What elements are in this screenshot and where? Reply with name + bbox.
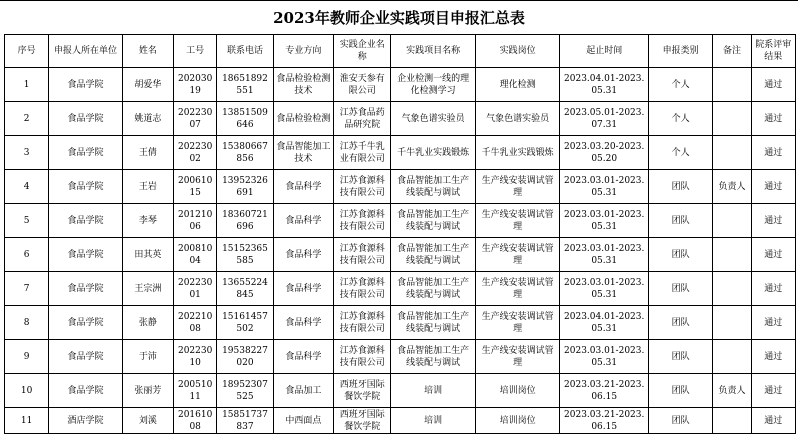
table-cell[interactable]: 食品科学 <box>273 340 333 374</box>
sheet-title: 2023年教师企业实践项目申报汇总表 <box>0 0 798 34</box>
table-cell[interactable]: 食品智能加工生产线装配与调试 <box>391 340 476 374</box>
column-header[interactable]: 联系电话 <box>217 35 273 68</box>
column-header[interactable]: 申报类别 <box>648 35 712 68</box>
table-cell[interactable]: 3 <box>5 136 49 170</box>
table-cell[interactable]: 西班牙国际餐饮学院 <box>334 408 391 434</box>
table-cell[interactable]: 个人 <box>648 102 712 136</box>
table-cell[interactable]: 食品学院 <box>49 170 122 204</box>
table-cell[interactable]: 20121006 <box>174 204 217 238</box>
table-cell[interactable]: 食品加工 <box>273 374 333 408</box>
table-cell[interactable]: 20223010 <box>174 340 217 374</box>
table-cell[interactable]: 15161457502 <box>217 306 273 340</box>
table-cell[interactable]: 食品智能加工技术 <box>273 136 333 170</box>
table-cell[interactable]: 中西面点 <box>273 408 333 434</box>
table-cell[interactable]: 通过 <box>751 374 795 408</box>
table-cell[interactable]: 食品学院 <box>49 204 122 238</box>
table-cell[interactable]: 10 <box>5 374 49 408</box>
header-row <box>5 35 796 68</box>
table-cell[interactable]: 13655224845 <box>217 272 273 306</box>
column-header[interactable]: 工号 <box>174 35 217 68</box>
table-cell[interactable]: 2023.04.01-2023.05.31 <box>560 306 649 340</box>
table-cell[interactable]: 通过 <box>751 340 795 374</box>
table-cell[interactable]: 食品科学 <box>273 306 333 340</box>
table-cell[interactable]: 酒店学院 <box>49 408 122 434</box>
table-cell[interactable]: 王岩 <box>122 170 173 204</box>
table-cell[interactable]: 生产线安装调试管理 <box>475 272 560 306</box>
table-cell[interactable]: 通过 <box>751 238 795 272</box>
table-cell[interactable]: 培训 <box>391 374 476 408</box>
table-cell[interactable] <box>713 102 751 136</box>
table-cell[interactable] <box>713 238 751 272</box>
table-row <box>5 272 796 306</box>
table-cell[interactable]: 食品学院 <box>49 102 122 136</box>
table-cell[interactable]: 姚道志 <box>122 102 173 136</box>
table-cell[interactable]: 淮安天参有限公司 <box>334 68 391 102</box>
table-cell[interactable]: 培训岗位 <box>475 374 560 408</box>
table-cell[interactable]: 食品智能加工生产线装配与调试 <box>391 306 476 340</box>
table-cell[interactable]: 2023.05.01-2023.07.31 <box>560 102 649 136</box>
column-header[interactable]: 实践项目名称 <box>391 35 476 68</box>
table-cell[interactable]: 气象色谱实验员 <box>475 102 560 136</box>
table-cell[interactable] <box>713 68 751 102</box>
table-cell[interactable]: 田其英 <box>122 238 173 272</box>
table-cell[interactable] <box>713 408 751 434</box>
table-row <box>5 102 796 136</box>
table-cell[interactable]: 15380667856 <box>217 136 273 170</box>
table-cell[interactable]: 食品学院 <box>49 272 122 306</box>
table-cell[interactable]: 食品智能加工生产线装配与调试 <box>391 272 476 306</box>
table-cell[interactable]: 食品学院 <box>49 306 122 340</box>
table-row <box>5 306 796 340</box>
column-header[interactable]: 备注 <box>713 35 751 68</box>
table-cell[interactable]: 通过 <box>751 272 795 306</box>
table-cell[interactable]: 培训岗位 <box>475 408 560 434</box>
table-cell[interactable] <box>713 204 751 238</box>
table-cell[interactable] <box>713 272 751 306</box>
table-cell[interactable]: 2 <box>5 102 49 136</box>
table-cell[interactable]: 江苏食源科技有限公司 <box>334 170 391 204</box>
table-cell[interactable]: 团队 <box>648 340 712 374</box>
table-cell[interactable]: 食品科学 <box>273 204 333 238</box>
column-header[interactable]: 申报人所在单位 <box>49 35 122 68</box>
column-header[interactable]: 实践企业名称 <box>334 35 391 68</box>
table-cell[interactable]: 团队 <box>648 204 712 238</box>
table-cell[interactable]: 企业检测一线的理化检测学习 <box>391 68 476 102</box>
table-cell[interactable]: 2023.03.01-2023.05.31 <box>560 170 649 204</box>
table-cell[interactable]: 千牛乳业实践锻炼 <box>391 136 476 170</box>
table-cell[interactable]: 生产线安装调试管理 <box>475 170 560 204</box>
table-cell[interactable]: 2023.03.01-2023.05.31 <box>560 238 649 272</box>
column-header[interactable]: 序号 <box>5 35 49 68</box>
table-cell[interactable]: 食品学院 <box>49 136 122 170</box>
table-cell[interactable]: 2023.03.01-2023.05.31 <box>560 204 649 238</box>
table-cell[interactable]: 食品智能加工生产线装配与调试 <box>391 204 476 238</box>
table-cell[interactable]: 2023.03.20-2023.05.20 <box>560 136 649 170</box>
table-cell[interactable]: 团队 <box>648 408 712 434</box>
table-body <box>5 68 796 434</box>
column-header[interactable]: 院系评审结果 <box>751 35 795 68</box>
table-cell[interactable]: 个人 <box>648 68 712 102</box>
table-cell[interactable]: 20061015 <box>174 170 217 204</box>
table-row <box>5 170 796 204</box>
table-cell[interactable]: 负责人 <box>713 374 751 408</box>
table-cell[interactable] <box>713 136 751 170</box>
table-cell[interactable]: 通过 <box>751 170 795 204</box>
table-cell[interactable]: 千牛乳业实践锻炼 <box>475 136 560 170</box>
table-cell[interactable]: 15152365585 <box>217 238 273 272</box>
table-cell[interactable]: 13952326691 <box>217 170 273 204</box>
table-cell[interactable]: 5 <box>5 204 49 238</box>
table-cell[interactable]: 13851509646 <box>217 102 273 136</box>
table-row <box>5 238 796 272</box>
table-cell[interactable]: 2023.03.21-2023.06.15 <box>560 408 649 434</box>
table-cell[interactable]: 王倩 <box>122 136 173 170</box>
table-cell[interactable]: 江苏食源科技有限公司 <box>334 340 391 374</box>
table-cell[interactable]: 于沛 <box>122 340 173 374</box>
table-cell[interactable]: 江苏食源科技有限公司 <box>334 272 391 306</box>
table-cell[interactable]: 1 <box>5 68 49 102</box>
table-row <box>5 204 796 238</box>
table-cell[interactable]: 个人 <box>648 136 712 170</box>
column-header[interactable]: 起止时间 <box>560 35 649 68</box>
table-cell[interactable]: 生产线安装调试管理 <box>475 238 560 272</box>
table-cell[interactable]: 江苏食源科技有限公司 <box>334 306 391 340</box>
table-row <box>5 374 796 408</box>
table-cell[interactable]: 2023.04.01-2023.05.31 <box>560 68 649 102</box>
table-cell[interactable]: 负责人 <box>713 170 751 204</box>
table-cell[interactable]: 团队 <box>648 306 712 340</box>
table-cell[interactable]: 7 <box>5 272 49 306</box>
table-row <box>5 136 796 170</box>
table-row <box>5 340 796 374</box>
table-cell[interactable]: 食品学院 <box>49 340 122 374</box>
table-cell[interactable]: 18651892551 <box>217 68 273 102</box>
table-cell[interactable]: 食品学院 <box>49 374 122 408</box>
table-cell[interactable]: 通过 <box>751 306 795 340</box>
table-cell[interactable]: 通过 <box>751 102 795 136</box>
table-cell[interactable]: 食品科学 <box>273 238 333 272</box>
table-cell[interactable]: 江苏食品药品研究院 <box>334 102 391 136</box>
table-cell[interactable]: 4 <box>5 170 49 204</box>
table-cell[interactable]: 2023.03.21-2023.06.15 <box>560 374 649 408</box>
table-cell[interactable]: 西班牙国际餐饮学院 <box>334 374 391 408</box>
column-header[interactable]: 专业方向 <box>273 35 333 68</box>
table-cell[interactable]: 王宗洲 <box>122 272 173 306</box>
table-cell[interactable]: 20203019 <box>174 68 217 102</box>
table-cell[interactable]: 2023.03.01-2023.05.31 <box>560 340 649 374</box>
table-cell[interactable]: 江苏食源科技有限公司 <box>334 204 391 238</box>
table-cell[interactable]: 食品学院 <box>49 68 122 102</box>
table-cell[interactable]: 刘溪 <box>122 408 173 434</box>
table-cell[interactable]: 食品智能加工生产线装配与调试 <box>391 170 476 204</box>
table-cell[interactable]: 18952307525 <box>217 374 273 408</box>
table-cell[interactable]: 张静 <box>122 306 173 340</box>
table-cell[interactable]: 团队 <box>648 374 712 408</box>
table-cell[interactable]: 江苏千牛乳业有限公司 <box>334 136 391 170</box>
table-cell[interactable]: 15851737837 <box>217 408 273 434</box>
table-cell[interactable]: 食品科学 <box>273 272 333 306</box>
table-cell[interactable]: 18360721696 <box>217 204 273 238</box>
table-row <box>5 68 796 102</box>
table-cell[interactable]: 江苏食源科技有限公司 <box>334 238 391 272</box>
table-cell[interactable]: 团队 <box>648 272 712 306</box>
table-cell[interactable]: 理化检测 <box>475 68 560 102</box>
table-cell[interactable]: 通过 <box>751 408 795 434</box>
table-cell[interactable]: 张丽芳 <box>122 374 173 408</box>
table-cell[interactable]: 20081004 <box>174 238 217 272</box>
table-cell[interactable]: 9 <box>5 340 49 374</box>
table-cell[interactable]: 生产线安装调试管理 <box>475 340 560 374</box>
table-cell[interactable]: 生产线安装调试管理 <box>475 204 560 238</box>
table-cell[interactable]: 20161008 <box>174 408 217 434</box>
table-cell[interactable] <box>713 306 751 340</box>
table-cell[interactable]: 李琴 <box>122 204 173 238</box>
table-cell[interactable]: 生产线安装调试管理 <box>475 306 560 340</box>
column-header[interactable]: 实践岗位 <box>475 35 560 68</box>
table-cell[interactable]: 通过 <box>751 68 795 102</box>
table-cell[interactable]: 20223001 <box>174 272 217 306</box>
table-cell[interactable]: 20051011 <box>174 374 217 408</box>
table-cell[interactable]: 培训 <box>391 408 476 434</box>
summary-table <box>4 34 796 434</box>
table-cell[interactable]: 食品检验检测 <box>273 102 333 136</box>
table-cell[interactable]: 食品智能加工生产线装配与调试 <box>391 238 476 272</box>
table-cell[interactable]: 2023.03.01-2023.05.31 <box>560 272 649 306</box>
table-cell[interactable]: 20223002 <box>174 136 217 170</box>
table-cell[interactable] <box>713 340 751 374</box>
table-cell[interactable]: 通过 <box>751 204 795 238</box>
table-cell[interactable]: 20223007 <box>174 102 217 136</box>
table-cell[interactable]: 气象色谱实验员 <box>391 102 476 136</box>
table-cell[interactable]: 食品检验检测技术 <box>273 68 333 102</box>
table-row <box>5 408 796 434</box>
table-cell[interactable]: 11 <box>5 408 49 434</box>
table-cell[interactable]: 胡爱华 <box>122 68 173 102</box>
table-cell[interactable]: 通过 <box>751 136 795 170</box>
table-cell[interactable]: 6 <box>5 238 49 272</box>
table-cell[interactable]: 食品学院 <box>49 238 122 272</box>
table-cell[interactable]: 食品科学 <box>273 170 333 204</box>
column-header[interactable]: 姓名 <box>122 35 173 68</box>
table-cell[interactable]: 20221008 <box>174 306 217 340</box>
table-cell[interactable]: 团队 <box>648 238 712 272</box>
table-cell[interactable]: 8 <box>5 306 49 340</box>
table-cell[interactable]: 团队 <box>648 170 712 204</box>
table-cell[interactable]: 19538227020 <box>217 340 273 374</box>
